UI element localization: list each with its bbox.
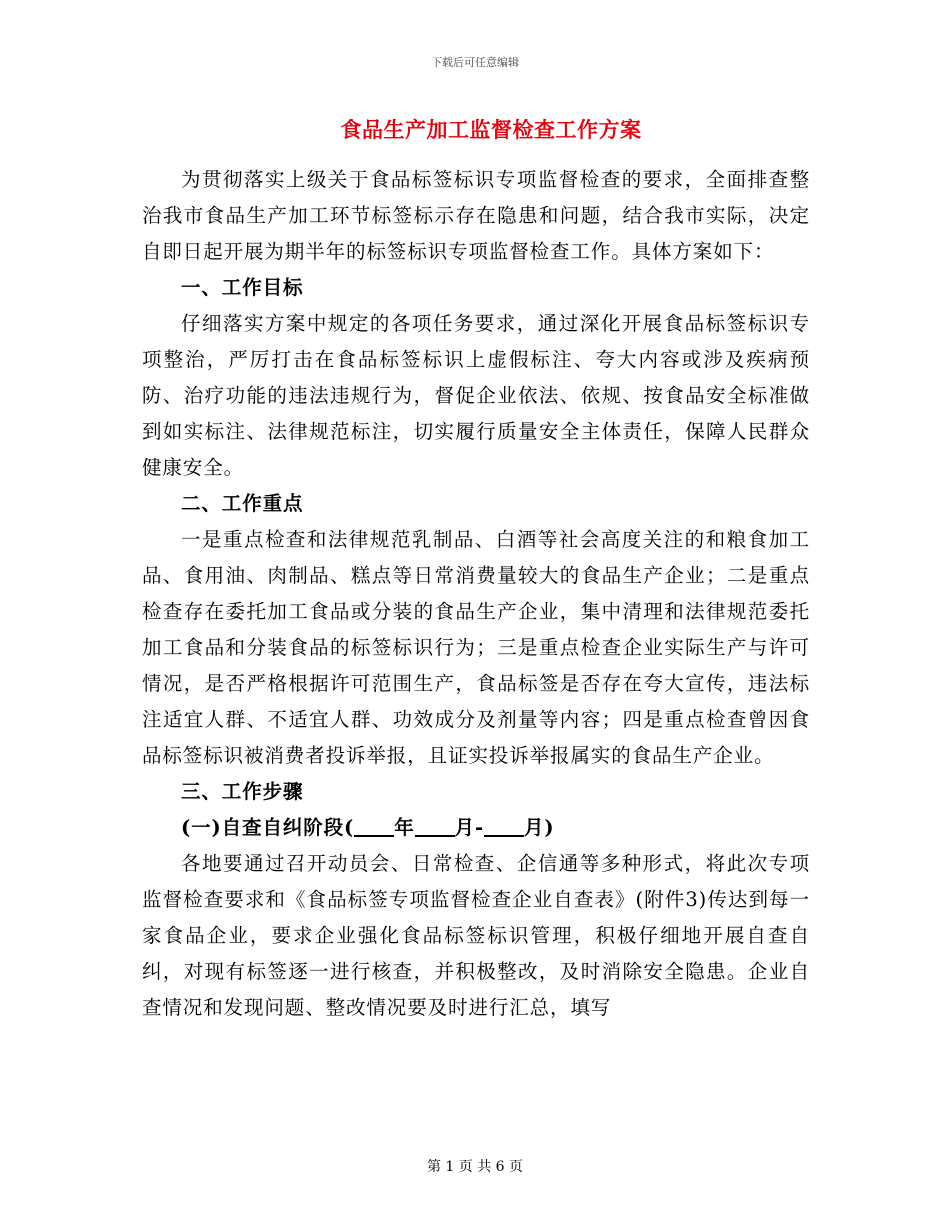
subheading-month-start: 月- — [454, 816, 484, 839]
section-3-subheading — [142, 810, 810, 846]
section-2-heading: 二、工作重点 — [181, 492, 304, 515]
subheading-month-end: 月) — [524, 816, 555, 839]
section-3-body: 各地要通过召开动员会、日常检查、企信通等多种形式，将此次专项监督检查要求和《食品标签专项监督检查企业自查表》(附件3)传达到每一家食品企业，要求企业强化食品标签标识管理，积极仔细地开展自查自纠，对现有标签逐一进行核查，并积极整改，及时消除安全隐患。企业自查情况和发现问题、整改情况要及时进行汇总，填写 — [142, 852, 810, 1019]
subheading-prefix: (一)自查自纠阶段( — [181, 816, 355, 839]
page-footer: 第 1 页 共 6 页 — [426, 1159, 524, 1175]
page-header: 下载后可任意编辑 — [431, 56, 519, 69]
month-end-blank — [484, 815, 524, 837]
subheading-year: 年 — [394, 816, 415, 839]
intro-paragraph: 为贯彻落实上级关于食品标签标识专项监督检查的要求，全面排查整治我市食品生产加工环节标签标示存在隐患和问题，结合我市实际，决定自即日起开展为期半年的标签标识专项监督检查工作。具体方案如下： — [142, 168, 810, 263]
year-blank — [354, 815, 394, 837]
document-title: 食品生产加工监督检查工作方案 — [340, 117, 642, 142]
section-1-heading: 一、工作目标 — [181, 276, 304, 299]
month-start-blank — [415, 815, 455, 837]
document-body — [142, 108, 810, 1026]
section-3-heading: 三、工作步骤 — [181, 780, 304, 803]
section-1-body: 仔细落实方案中规定的各项任务要求，通过深化开展食品标签标识专项整治，严厉打击在食品标签标识上虚假标注、夸大内容或涉及疾病预防、治疗功能的违法违规行为，督促企业依法、依规、按食品安全标准做到如实标注、法律规范标注，切实履行质量安全主体责任，保障人民群众健康安全。 — [142, 312, 810, 479]
section-2-body: 一是重点检查和法律规范乳制品、白酒等社会高度关注的和粮食加工品、食用油、肉制品、糕点等日常消费量较大的食品生产企业；二是重点检查存在委托加工食品或分装的食品生产企业，集中清理和法律规范委托加工食品和分装食品的标签标识行为；三是重点检查企业实际生产与许可情况，是否严格根据许可范围生产，食品标签是否存在夸大宣传，违法标注适宜人群、不适宜人群、功效成分及剂量等内容；四是重点检查曾因食品标签标识被消费者投诉举报，且证实投诉举报属实的食品生产企业。 — [142, 528, 810, 767]
